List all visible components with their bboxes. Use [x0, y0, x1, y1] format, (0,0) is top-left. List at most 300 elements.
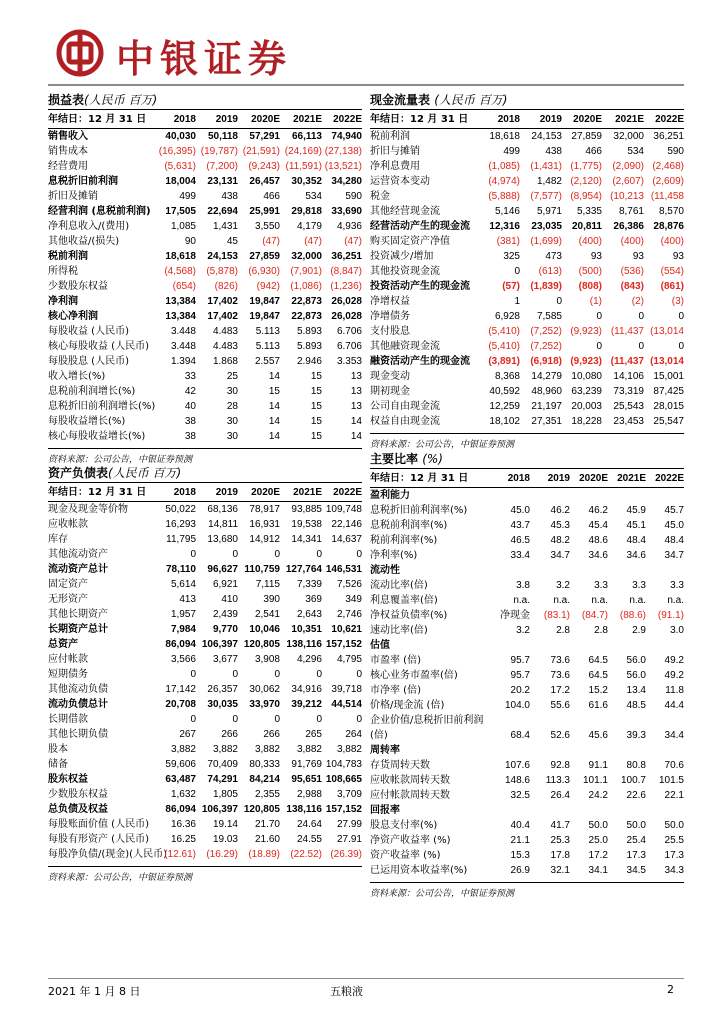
row-label: 股本: [48, 744, 68, 755]
header-label-cell: 年结日：12 月 31 日: [370, 470, 492, 488]
value-cell: 34.5: [626, 865, 646, 876]
value-cell: (2,609): [652, 176, 684, 187]
source-note: 资料来源：公司公告，中银证券预测: [370, 882, 684, 899]
value-cell: 3,882: [296, 744, 322, 755]
table-row: [370, 863, 684, 878]
value-cell: 30: [226, 431, 238, 442]
value-cell: 93: [632, 251, 644, 262]
value-cell: 0: [678, 341, 684, 352]
value-cell: (1,236): [330, 281, 362, 292]
table-row: [370, 608, 684, 623]
value-cell: 4.483: [212, 326, 238, 337]
value-cell: [530, 743, 570, 758]
value-cell: 7,339: [296, 579, 322, 590]
value-cell: [530, 638, 570, 653]
value-cell: 45.3: [550, 520, 570, 531]
value-cell: (57): [502, 281, 520, 292]
value-cell: 5,614: [170, 579, 196, 590]
value-cell: 11,795: [166, 534, 196, 545]
value-cell: 2.8: [594, 625, 608, 636]
table-row: [370, 189, 684, 204]
value-cell: (1,699): [530, 236, 562, 247]
table-row: [48, 712, 362, 727]
row-label: 流动资产总计: [48, 564, 108, 575]
row-label: 盈利能力: [370, 490, 410, 501]
value-cell: 8,761: [618, 206, 644, 217]
table-row: [48, 517, 362, 532]
value-cell: 267: [179, 729, 196, 740]
value-cell: 17,402: [207, 311, 238, 322]
value-cell: 0: [232, 714, 238, 725]
value-cell: [492, 488, 530, 504]
row-label: 投资减少/增加: [370, 251, 434, 262]
value-cell: (808): [578, 281, 602, 292]
value-cell: 25: [226, 371, 238, 382]
value-cell: 33.4: [510, 550, 530, 561]
value-cell: 3.3: [632, 580, 646, 591]
value-cell: 14,912: [249, 534, 280, 545]
value-cell: 21.70: [254, 819, 280, 830]
row-label: 息税前利润率(%): [370, 520, 448, 531]
value-cell: (5,888): [488, 191, 520, 202]
value-cell: 90: [184, 236, 196, 247]
row-label: 购买固定资产净值: [370, 236, 450, 247]
value-cell: 10,621: [331, 624, 362, 635]
value-cell: 5.893: [296, 341, 322, 352]
value-cell: 28,876: [653, 221, 684, 232]
value-cell: 0: [232, 549, 238, 560]
table-row: [370, 369, 684, 384]
value-cell: 16,931: [249, 519, 280, 530]
value-cell: 25,547: [653, 416, 684, 427]
table-row: [370, 234, 684, 249]
value-cell: 41.7: [550, 820, 570, 831]
row-label: 储备: [48, 759, 68, 770]
value-cell: 14: [350, 431, 362, 442]
row-label: 回报率: [370, 805, 400, 816]
row-label: 支付股息: [370, 326, 410, 337]
table-row: [370, 279, 684, 294]
value-cell: [492, 638, 530, 653]
value-cell: 0: [232, 669, 238, 680]
value-cell: 14,811: [208, 519, 238, 530]
row-label: 其他投资现金流: [370, 266, 440, 277]
value-cell: [608, 488, 646, 504]
value-cell: 157,152: [325, 804, 362, 815]
category-row: [370, 563, 684, 578]
value-cell: 4,795: [336, 654, 362, 665]
value-cell: 106,397: [201, 804, 238, 815]
value-cell: 86,094: [165, 804, 196, 815]
value-cell: 92.8: [550, 760, 570, 771]
value-cell: 5.113: [255, 326, 280, 337]
value-cell: 8,570: [658, 206, 684, 217]
value-cell: 2,746: [336, 609, 362, 620]
value-cell: (2,607): [612, 176, 644, 187]
value-cell: 13.4: [626, 685, 646, 696]
value-cell: (11,437: [610, 326, 644, 337]
value-cell: 17.2: [550, 685, 570, 696]
value-cell: [570, 488, 608, 504]
row-label: 总负债及权益: [48, 804, 108, 815]
value-cell: 39,718: [331, 684, 362, 695]
value-cell: (6,930): [248, 266, 280, 277]
table-row: [370, 399, 684, 414]
header-label-cell: 年结日：12 月 31 日: [370, 111, 480, 129]
value-cell: 15: [310, 371, 322, 382]
value-cell: 17,402: [207, 296, 238, 307]
value-cell: [530, 488, 570, 504]
value-cell: 499: [179, 191, 196, 202]
brand-logo: [56, 24, 316, 84]
value-cell: 590: [345, 191, 362, 202]
value-cell: 10,046: [249, 624, 280, 635]
value-cell: (7,252): [530, 341, 562, 352]
table-row: [370, 593, 684, 608]
table-row: [48, 802, 362, 817]
row-label: 其他长期负债: [48, 729, 108, 740]
value-cell: 17.3: [626, 850, 646, 861]
row-label: 经营活动产生的现金流: [370, 221, 470, 232]
header-year-cell: 2021E: [280, 484, 322, 502]
value-cell: 106,397: [201, 639, 238, 650]
value-cell: 14: [268, 416, 280, 427]
value-cell: 264: [345, 729, 362, 740]
value-cell: 15.2: [588, 685, 608, 696]
category-row: [370, 803, 684, 818]
row-label: 所得税: [48, 266, 78, 277]
value-cell: 64.5: [588, 655, 608, 666]
value-cell: 2,439: [212, 609, 238, 620]
value-cell: 146,531: [325, 564, 362, 575]
row-label: 经营费用: [48, 161, 88, 172]
value-cell: n.a.: [513, 595, 530, 606]
header-year-cell: 2021E: [602, 111, 644, 129]
value-cell: 7,115: [255, 579, 280, 590]
value-cell: 25,543: [613, 401, 644, 412]
value-cell: 34.4: [664, 730, 684, 741]
row-label: 每股有形资产 (人民币): [48, 834, 149, 845]
row-label: 息税折旧前利润率(%): [370, 505, 468, 516]
row-label: 企业价值/息税折旧前利润(倍): [370, 715, 484, 741]
value-cell: 32,000: [291, 251, 322, 262]
value-cell: 45.6: [588, 730, 608, 741]
value-cell: 73.6: [550, 655, 570, 666]
value-cell: 30,062: [249, 684, 280, 695]
cashflow-statement-section: [370, 91, 684, 450]
income-statement-table: [48, 111, 362, 444]
value-cell: 78,917: [249, 504, 280, 515]
value-cell: 33: [184, 371, 196, 382]
row-label: 每股收益 (人民币): [48, 326, 129, 337]
value-cell: 9,770: [212, 624, 238, 635]
value-cell: 5,335: [576, 206, 602, 217]
value-cell: 19.03: [212, 834, 238, 845]
table-row: [370, 354, 684, 369]
header-year-cell: 2019: [196, 484, 238, 502]
value-cell: 0: [556, 296, 562, 307]
table-row: [48, 429, 362, 444]
table-row: [48, 414, 362, 429]
value-cell: (613): [538, 266, 562, 277]
table-row: [48, 787, 362, 802]
value-cell: 91.1: [588, 760, 608, 771]
value-cell: 20.2: [510, 685, 530, 696]
value-cell: 148.6: [504, 775, 530, 786]
source-note: 资料来源：公司公告，中银证券预测: [48, 866, 362, 883]
value-cell: 3.3: [594, 580, 608, 591]
value-cell: 34,916: [291, 684, 322, 695]
row-label: 每股净负债/(现金)(人民币): [48, 849, 167, 860]
value-cell: 21,197: [531, 401, 562, 412]
row-label: 市净率 (倍): [370, 685, 421, 696]
value-cell: [570, 803, 608, 818]
value-cell: 63,239: [571, 386, 602, 397]
value-cell: 68.4: [510, 730, 530, 741]
value-cell: 20,708: [165, 699, 196, 710]
value-cell: 50.0: [626, 820, 646, 831]
value-cell: 0: [274, 714, 280, 725]
row-label: 现金及现金等价物: [48, 504, 128, 515]
row-label: 折旧与摊销: [370, 146, 420, 157]
table-row: [48, 727, 362, 742]
value-cell: 40,030: [165, 131, 196, 142]
value-cell: n.a.: [553, 595, 570, 606]
value-cell: [608, 638, 646, 653]
header-year-cell: 2019: [530, 470, 570, 488]
value-cell: 127,764: [285, 564, 322, 575]
value-cell: 2,643: [296, 609, 322, 620]
row-label: 核心净利润: [48, 311, 98, 322]
bank-of-china-logo-icon: [56, 29, 104, 77]
value-cell: (83.1): [543, 610, 570, 621]
value-cell: 3,882: [336, 744, 362, 755]
value-cell: 27,859: [571, 131, 602, 142]
value-cell: 56.0: [626, 655, 646, 666]
value-cell: (400): [578, 236, 602, 247]
category-row: [370, 488, 684, 504]
value-cell: 36,251: [653, 131, 684, 142]
value-cell: 5,971: [536, 206, 562, 217]
row-label: 息税折旧前利润: [48, 176, 118, 187]
row-label: 销售收入: [48, 131, 88, 142]
value-cell: 25.5: [664, 835, 684, 846]
value-cell: 8,368: [494, 371, 520, 382]
table-row: [370, 518, 684, 533]
row-label: 应付帐款周转天数: [370, 790, 450, 801]
value-cell: 96,627: [207, 564, 238, 575]
value-cell: 26,357: [207, 684, 238, 695]
value-cell: (8,847): [330, 266, 362, 277]
table-row: [48, 742, 362, 757]
value-cell: 18,618: [489, 131, 520, 142]
value-cell: (16.29): [206, 849, 238, 860]
header-year-cell: 2020E: [570, 470, 608, 488]
value-cell: 48.2: [550, 535, 570, 546]
value-cell: [646, 488, 684, 504]
value-cell: 34,280: [331, 176, 362, 187]
value-cell: 5.113: [255, 341, 280, 352]
value-cell: 4.483: [212, 341, 238, 352]
value-cell: 43.7: [510, 520, 530, 531]
table-row: [370, 414, 684, 429]
value-cell: 19,538: [291, 519, 322, 530]
value-cell: 52.6: [550, 730, 570, 741]
value-cell: 45.1: [626, 520, 646, 531]
value-cell: 70.6: [664, 760, 684, 771]
value-cell: 466: [263, 191, 280, 202]
value-cell: 101.5: [658, 775, 684, 786]
value-cell: 95.7: [510, 670, 530, 681]
table-row: [370, 653, 684, 668]
row-label: 股息支付率(%): [370, 820, 438, 831]
value-cell: 25.3: [550, 835, 570, 846]
value-cell: [492, 743, 530, 758]
row-label: 核心每股收益增长(%): [48, 431, 146, 442]
value-cell: 30: [226, 416, 238, 427]
value-cell: 0: [596, 341, 602, 352]
value-cell: 19.14: [212, 819, 238, 830]
row-label: 利息覆盖率(倍): [370, 595, 438, 606]
table-row: [370, 683, 684, 698]
row-label: 净利润: [48, 296, 78, 307]
value-cell: (9,243): [248, 161, 280, 172]
value-cell: (6,918): [530, 356, 562, 367]
row-label: 每股账面价值 (人民币): [48, 819, 149, 830]
value-cell: 3.8: [516, 580, 530, 591]
value-cell: 12,259: [489, 401, 520, 412]
value-cell: 40.4: [510, 820, 530, 831]
row-label: 存货周转天数: [370, 760, 430, 771]
value-cell: 534: [627, 146, 644, 157]
table-row: [48, 502, 362, 518]
value-cell: (826): [214, 281, 238, 292]
value-cell: 21.1: [510, 835, 530, 846]
value-cell: (1,775): [570, 161, 602, 172]
value-cell: 26,028: [331, 311, 362, 322]
value-cell: 1,431: [212, 221, 238, 232]
value-cell: (4,974): [488, 176, 520, 187]
value-cell: 13: [350, 386, 362, 397]
balance-sheet-section: [48, 464, 362, 883]
table-row: [48, 607, 362, 622]
value-cell: 7,585: [536, 311, 562, 322]
value-cell: [608, 743, 646, 758]
table-row: [370, 129, 684, 145]
value-cell: 68,136: [207, 504, 238, 515]
value-cell: 48.4: [626, 535, 646, 546]
value-cell: [530, 563, 570, 578]
value-cell: [492, 803, 530, 818]
value-cell: 净现金: [500, 610, 530, 621]
value-cell: n.a.: [591, 595, 608, 606]
row-label: 应付帐款: [48, 654, 88, 665]
row-label: 净增权益: [370, 296, 410, 307]
value-cell: 34.7: [664, 550, 684, 561]
table-row: [48, 189, 362, 204]
value-cell: 13: [350, 401, 362, 412]
table-row: [48, 757, 362, 772]
value-cell: (88.6): [619, 610, 646, 621]
value-cell: 2.946: [296, 356, 322, 367]
value-cell: (7,252): [530, 326, 562, 337]
value-cell: 6,921: [212, 579, 238, 590]
value-cell: (11,458: [650, 191, 684, 202]
value-cell: 30: [226, 386, 238, 397]
row-label: 息税折旧前利润增长(%): [48, 401, 156, 412]
table-row: [370, 144, 684, 159]
value-cell: (1,085): [488, 161, 520, 172]
value-cell: 1,482: [536, 176, 562, 187]
table-row: [370, 578, 684, 593]
value-cell: [646, 743, 684, 758]
header-year-cell: 2018: [492, 470, 530, 488]
value-cell: 157,152: [325, 639, 362, 650]
value-cell: n.a.: [629, 595, 646, 606]
row-label: 净增债务: [370, 311, 410, 322]
value-cell: 107.6: [504, 760, 530, 771]
value-cell: 0: [638, 311, 644, 322]
row-label: 已运用资本收益率(%): [370, 865, 468, 876]
header-divider: [48, 84, 684, 86]
value-cell: (24,169): [284, 146, 322, 157]
value-cell: 87,425: [653, 386, 684, 397]
table-row: [370, 174, 684, 189]
value-cell: 10,080: [571, 371, 602, 382]
value-cell: 19,847: [249, 311, 280, 322]
table-row: [370, 773, 684, 788]
table-row: [48, 622, 362, 637]
value-cell: 24.2: [588, 790, 608, 801]
table-row: [370, 833, 684, 848]
value-cell: 3.2: [556, 580, 570, 591]
value-cell: 18,004: [165, 176, 196, 187]
table-row: [48, 399, 362, 414]
value-cell: 44,514: [331, 699, 362, 710]
value-cell: 32.5: [510, 790, 530, 801]
table-row: [48, 294, 362, 309]
row-label: 应收帐款: [48, 519, 88, 530]
value-cell: 15: [310, 386, 322, 397]
row-label: 税前利润: [370, 131, 410, 142]
row-label: 市盈率 (倍): [370, 655, 421, 666]
value-cell: 0: [356, 549, 362, 560]
value-cell: 78,110: [165, 564, 196, 575]
value-cell: 534: [305, 191, 322, 202]
row-label: 其他流动资产: [48, 549, 108, 560]
value-cell: 18,618: [165, 251, 196, 262]
value-cell: 590: [667, 146, 684, 157]
value-cell: (12.61): [164, 849, 196, 860]
value-cell: 0: [514, 266, 520, 277]
value-cell: 22,873: [291, 296, 322, 307]
value-cell: 46.5: [510, 535, 530, 546]
row-label: 股东权益: [48, 774, 88, 785]
table-row: [48, 592, 362, 607]
value-cell: 20,811: [571, 221, 602, 232]
table-row: [370, 204, 684, 219]
value-cell: (5,878): [206, 266, 238, 277]
value-cell: (47): [344, 236, 362, 247]
value-cell: 24.64: [296, 819, 322, 830]
table-row: [370, 698, 684, 713]
value-cell: 45.9: [626, 505, 646, 516]
table-row: [48, 772, 362, 787]
report-date: 2021 年 1 月 8 日: [48, 985, 141, 998]
value-cell: 34.3: [664, 865, 684, 876]
value-cell: [570, 563, 608, 578]
value-cell: 50,118: [207, 131, 238, 142]
